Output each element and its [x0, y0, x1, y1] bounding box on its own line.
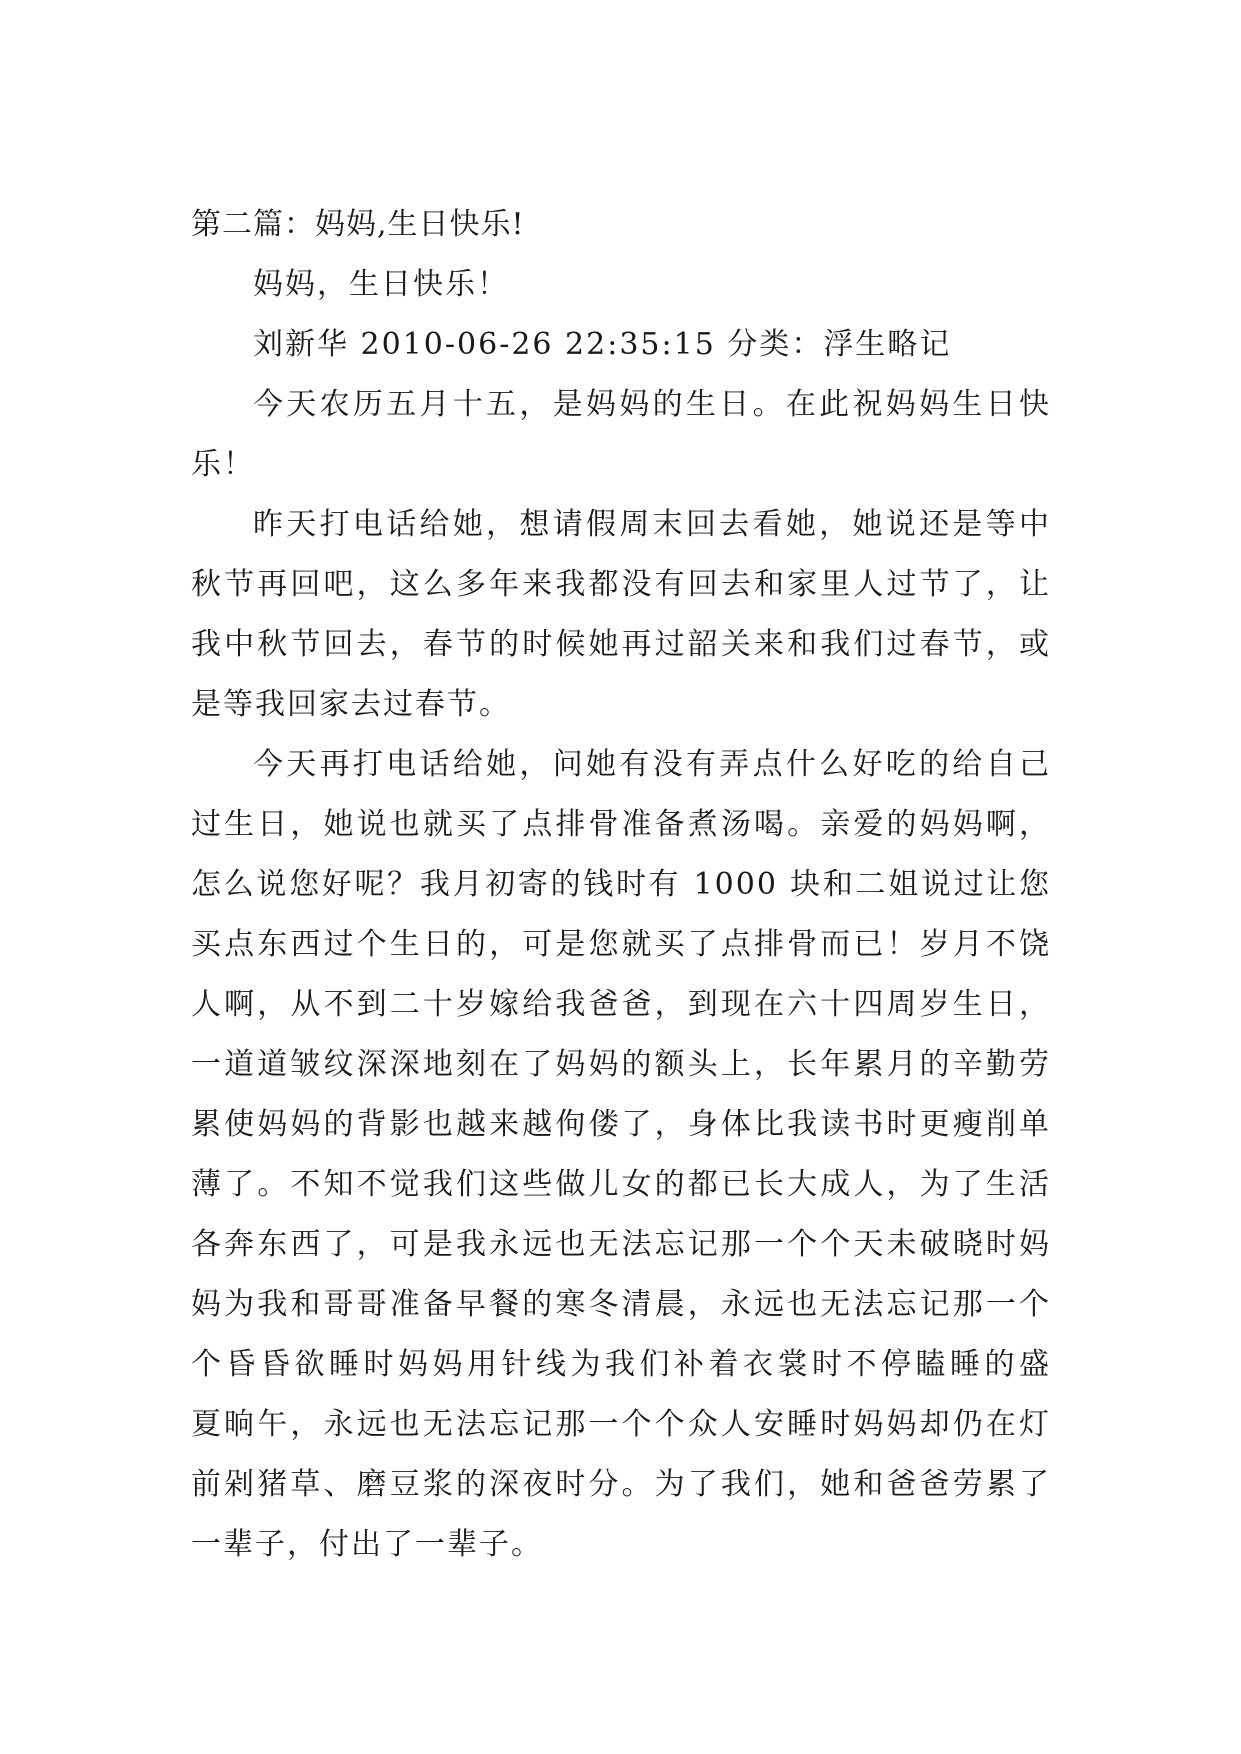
paragraph-line: 怎么说您好呢？我月初寄的钱时有 1000 块和二姐说过让您: [191, 867, 1051, 902]
paragraph-line: 秋节再回吧，这么多年来我都没有回去和家里人过节了，让: [191, 567, 1051, 602]
paragraph-line: 前剁猪草、磨豆浆的深夜时分。为了我们，她和爸爸劳累了: [191, 1467, 1051, 1502]
paragraph-line: 买点东西过个生日的，可是您就买了点排骨而已！岁月不饶: [191, 927, 1051, 962]
article-body: [191, 195, 1051, 1575]
paragraph-line: 乐！: [191, 447, 255, 482]
paragraph-line: 各奔东西了，可是我永远也无法忘记那一个个天未破晓时妈: [191, 1227, 1051, 1262]
paragraph-line: 一辈子，付出了一辈子。: [191, 1527, 543, 1562]
paragraph-line: 夏晌午，永远也无法忘记那一个个众人安睡时妈妈却仍在灯: [191, 1407, 1051, 1442]
paragraph-line: 是等我回家去过春节。: [191, 687, 511, 722]
paragraph-line: 过生日，她说也就买了点排骨准备煮汤喝。亲爱的妈妈啊，: [191, 807, 1051, 842]
paragraph-line: 个昏昏欲睡时妈妈用针线为我们补着衣裳时不停瞌睡的盛: [191, 1347, 1051, 1382]
article-byline: 刘新华 2010-06-26 22:35:15 分类：浮生略记: [253, 327, 952, 362]
paragraph-line: 累使妈妈的背影也越来越佝偻了，身体比我读书时更瘦削单: [191, 1107, 1051, 1142]
paragraph-line: 今天农历五月十五，是妈妈的生日。在此祝妈妈生日快: [253, 387, 1051, 422]
article-title: 妈妈，生日快乐！: [253, 267, 509, 302]
paragraph-line: 一道道皱纹深深地刻在了妈妈的额头上，长年累月的辛勤劳: [191, 1047, 1051, 1082]
paragraph-line: 今天再打电话给她，问她有没有弄点什么好吃的给自己: [253, 747, 1051, 782]
paragraph-line: 昨天打电话给她，想请假周末回去看她，她说还是等中: [253, 507, 1051, 542]
paragraph-line: 我中秋节回去，春节的时候她再过韶关来和我们过春节，或: [191, 627, 1051, 662]
section-heading: 第二篇：妈妈,生日快乐!: [191, 207, 525, 242]
paragraph-line: 人啊，从不到二十岁嫁给我爸爸，到现在六十四周岁生日，: [191, 987, 1051, 1022]
paragraph-line: 妈为我和哥哥准备早餐的寒冬清晨，永远也无法忘记那一个: [191, 1287, 1051, 1322]
paragraph-line: 薄了。不知不觉我们这些做儿女的都已长大成人，为了生活: [191, 1167, 1051, 1202]
